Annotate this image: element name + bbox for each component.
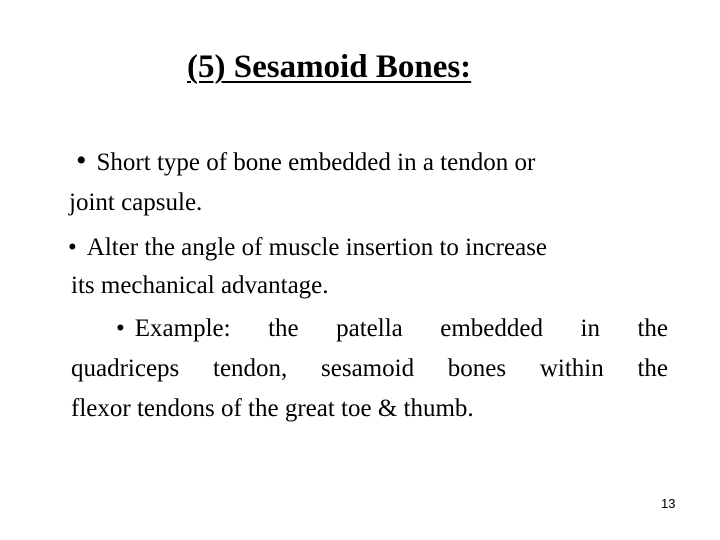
bullet-1-line-1 (76, 146, 535, 176)
bullet-2-marker: • (68, 234, 77, 261)
bullet-3-text-line-1: Example: the patella embedded in the (134, 315, 668, 342)
bullet-1-line-2: joint capsule. (69, 189, 203, 216)
bullet-2-text-line-1: Alter the angle of muscle insertion to increase (86, 234, 548, 261)
bullet-1-text-line-1: Short type of bone embedded in a tendon or (96, 149, 536, 176)
bullet-1-marker: • (76, 144, 87, 177)
slide-title: (5) Sesamoid Bones: (187, 49, 472, 85)
page-number: 13 (661, 496, 676, 511)
bullet-3-line-2: quadriceps tendon, sesamoid bones within the (71, 355, 668, 382)
bullet-2-line-1 (68, 235, 547, 260)
bullet-3-marker: • (116, 315, 125, 342)
bullet-2-line-2: its mechanical advantage. (71, 272, 329, 299)
bullet-3-line-3: flexor tendons of the great toe & thumb. (71, 395, 474, 422)
bullet-3-line-1 (116, 316, 668, 341)
